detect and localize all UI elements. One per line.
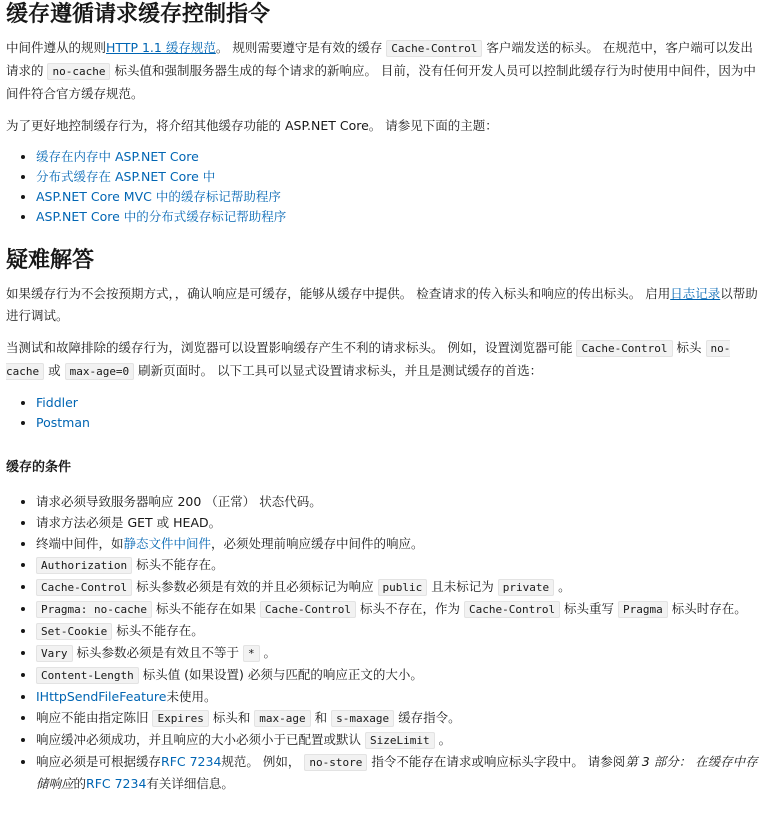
list-item: • 请求必须导致服务器响应 200 （正常） 状态代码。 bbox=[36, 491, 764, 512]
code-cache-control: Cache-Control bbox=[464, 601, 560, 618]
list-item: • Vary 标头参数必须是有效且不等于 * 。 bbox=[36, 642, 764, 664]
conditions-list bbox=[6, 491, 764, 794]
link-postman[interactable]: Postman bbox=[36, 415, 90, 430]
code-expires: Expires bbox=[152, 710, 208, 727]
logging-link[interactable]: 日志记录 bbox=[670, 286, 721, 301]
code-content-length: Content-Length bbox=[36, 667, 139, 684]
rfc-7234-link[interactable]: RFC 7234 bbox=[161, 754, 222, 769]
code-no-cache: no-cache bbox=[47, 63, 110, 80]
list-item: • Content-Length 标头值 (如果设置) 必须与匹配的响应正文的大小。 bbox=[36, 664, 764, 686]
section-title-cache-directives: 缓存遵循请求缓存控制指令 bbox=[6, 2, 271, 27]
more-control-paragraph: 为了更好地控制缓存行为，将介绍其他缓存功能的 ASP.NET Core。 请参见下面的主题： bbox=[6, 118, 498, 133]
link-fiddler[interactable]: Fiddler bbox=[36, 395, 78, 410]
ihttpsendfilefeature-link[interactable]: IHttpSendFileFeature bbox=[36, 689, 167, 704]
code-vary: Vary bbox=[36, 645, 73, 662]
list-item: • Set-Cookie 标头不能存在。 bbox=[36, 620, 764, 642]
code-asterisk: * bbox=[243, 645, 260, 662]
list-item bbox=[36, 413, 764, 433]
link-distributed-cache[interactable]: 分布式缓存在 ASP.NET Core 中 bbox=[36, 169, 216, 184]
code-pragma-no-cache: Pragma: no-cache bbox=[36, 601, 152, 618]
list-item: • Pragma: no-cache 标头不能存在如果 Cache-Control 标头不存在，作为 Cache-Control 标头重写 Pragma 标头时存在。 bbox=[36, 598, 764, 620]
troubleshoot-paragraph: 如果缓存行为不会按预期方式，，确认响应是可缓存，能够从缓存中提供。 检查请求的传入标头和响应的传出标头。 启用日志记录以帮助进行调试。 bbox=[6, 286, 758, 323]
code-max-age: max-age bbox=[254, 710, 310, 727]
list-item bbox=[36, 167, 764, 187]
code-size-limit: SizeLimit bbox=[365, 732, 435, 749]
browser-headers-paragraph: 当测试和故障排除的缓存行为，浏览器可以设置影响缓存产生不利的请求标头。 例如，设置浏览器可能 Cache-Control 标头 no-cache 或 max-age=0 刷新页面时。 以下工具可以显式设置请求标头，并且是测试缓存的首选： bbox=[6, 340, 731, 378]
static-file-middleware-link[interactable]: 静态文件中间件 bbox=[123, 536, 212, 551]
http-spec-link[interactable]: HTTP 1.1 缓存规范 bbox=[106, 40, 216, 55]
list-item: • Cache-Control 标头参数必须是有效的并且必须标记为响应 public 且未标记为 private 。 bbox=[36, 576, 764, 598]
list-item: • 终端中间件，如静态文件中间件，必须处理前响应缓存中间件的响应。 bbox=[36, 533, 764, 554]
link-memory-cache[interactable]: 缓存在内存中 ASP.NET Core bbox=[36, 149, 199, 164]
section-3-reference: 第 3 部分： 在缓存中存储响应 bbox=[36, 754, 758, 791]
conditions-heading: 缓存的条件 bbox=[6, 460, 72, 475]
related-topics-list bbox=[6, 147, 764, 227]
code-set-cookie: Set-Cookie bbox=[36, 623, 112, 640]
list-item: • 响应不能由指定陈旧 Expires 标头和 max-age 和 s-maxage 缓存指令。 bbox=[36, 707, 764, 729]
link-cache-tag-helper[interactable]: ASP.NET Core MVC 中的缓存标记帮助程序 bbox=[36, 189, 281, 204]
code-max-age: max-age=0 bbox=[65, 363, 135, 380]
list-item: • Authorization 标头不能存在。 bbox=[36, 554, 764, 576]
tools-list bbox=[6, 393, 764, 433]
code-cache-control: Cache-Control bbox=[576, 340, 672, 357]
code-cache-control: Cache-Control bbox=[36, 579, 132, 596]
list-item bbox=[36, 207, 764, 227]
code-private: private bbox=[498, 579, 554, 596]
list-item: • IHttpSendFileFeature未使用。 bbox=[36, 686, 764, 707]
list-item: • 响应必须是可根据缓存RFC 7234规范。 例如， no-store 指令不能存在请求或响应标头字段中。 请参阅第 3 部分： 在缓存中存储响应的RFC 7234有关详细信息。 bbox=[36, 751, 764, 794]
code-pragma: Pragma bbox=[618, 601, 668, 618]
link-distributed-cache-tag-helper[interactable]: ASP.NET Core 中的分布式缓存标记帮助程序 bbox=[36, 209, 287, 224]
list-item: • 请求方法必须是 GET 或 HEAD。 bbox=[36, 512, 764, 533]
rfc-7234-link[interactable]: RFC 7234 bbox=[86, 776, 147, 791]
list-item bbox=[36, 393, 764, 413]
code-authorization: Authorization bbox=[36, 557, 132, 574]
list-item: • 响应缓冲必须成功，并且响应的大小必须小于已配置或默认 SizeLimit 。 bbox=[36, 729, 764, 751]
code-cache-control: Cache-Control bbox=[386, 40, 482, 57]
code-cache-control: Cache-Control bbox=[260, 601, 356, 618]
list-item bbox=[36, 147, 764, 167]
code-no-store: no-store bbox=[304, 754, 367, 771]
code-no-cache: no-cache bbox=[6, 342, 731, 378]
code-s-maxage: s-maxage bbox=[331, 710, 394, 727]
intro-paragraph: 中间件遵从的规则HTTP 1.1 缓存规范。 规则需要遵守是有效的缓存 Cache-Control 客户端发送的标头。 在规范中，客户端可以发出请求的 no-cache 标头值和强制服务器生成的每个请求的新响应。 目前，没有任何开发人员可以控制此缓存行为时使用中间件，因为中间件符合官方缓存规范。 bbox=[6, 40, 756, 101]
list-item bbox=[36, 187, 764, 207]
section-title-troubleshooting: 疑难解答 bbox=[6, 248, 95, 273]
code-public: public bbox=[378, 579, 428, 596]
